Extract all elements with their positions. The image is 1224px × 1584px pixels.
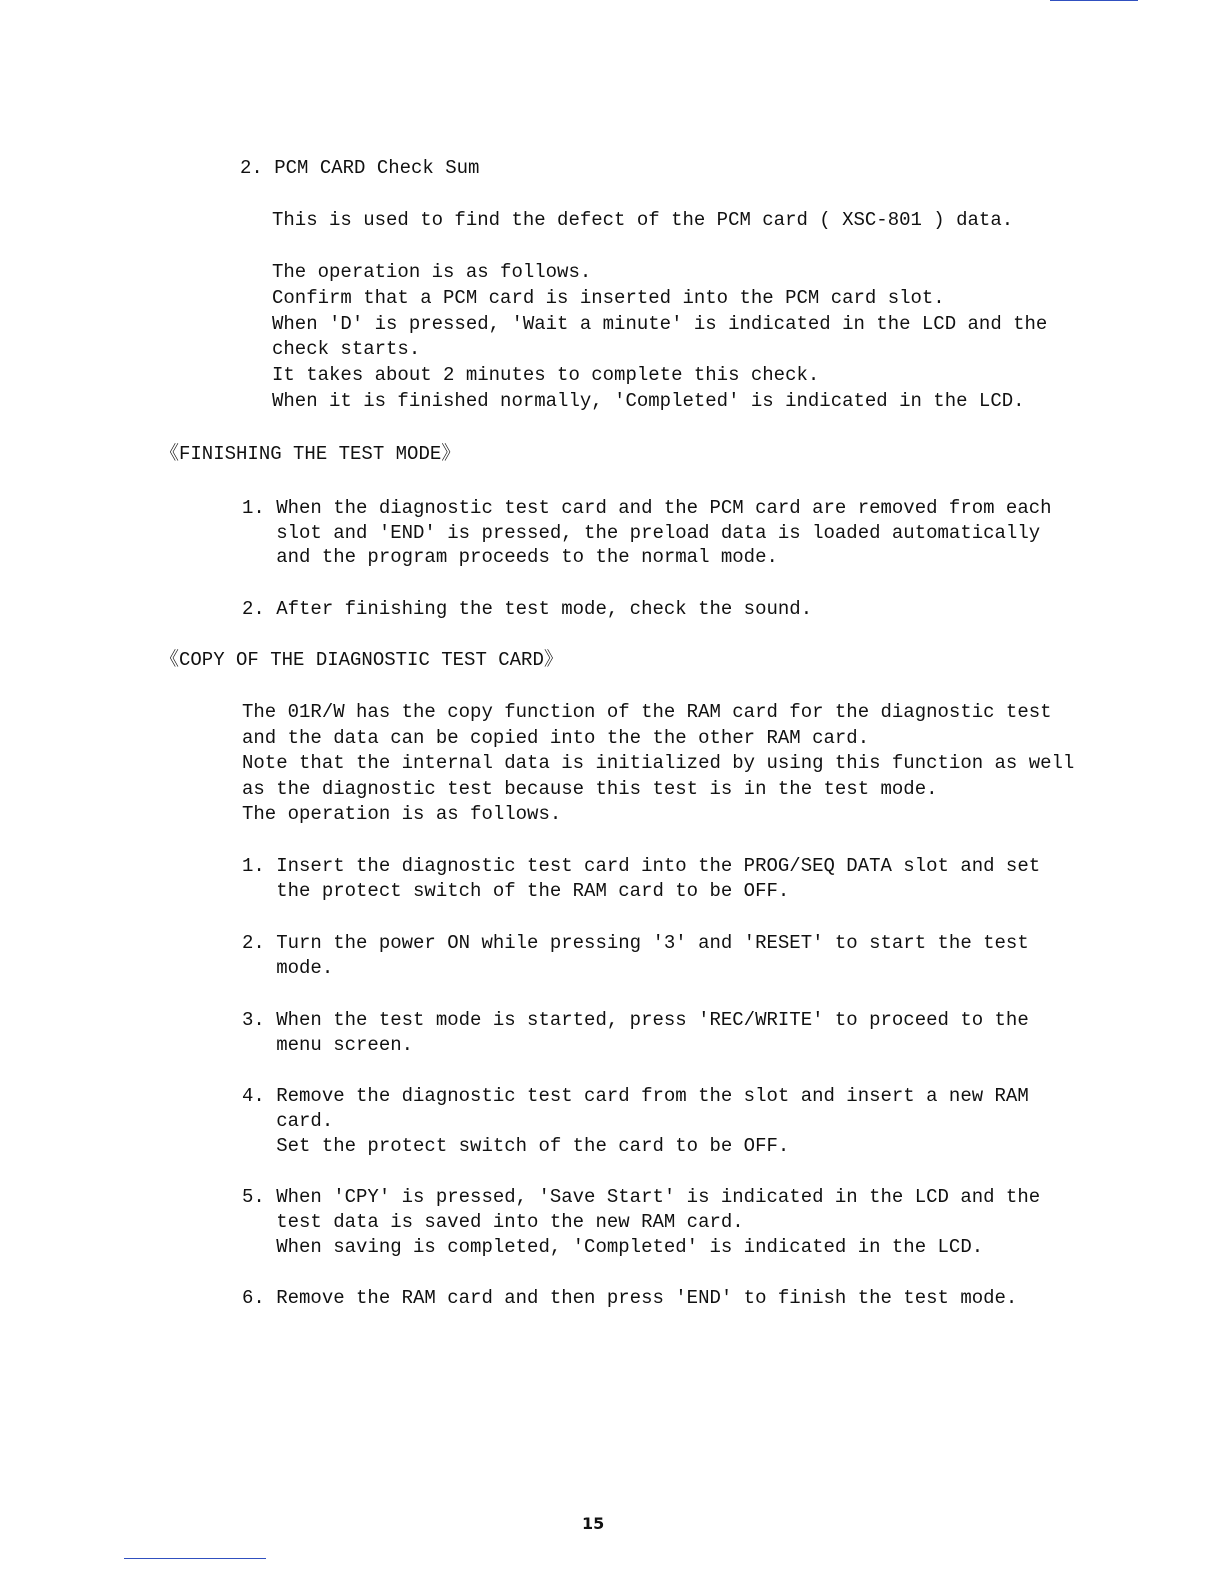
copy-intro-line: as the diagnostic test because this test is in the test mode. [242, 778, 938, 800]
pcm-heading: 2. PCM CARD Check Sum [240, 157, 480, 179]
pcm-op-line: check starts. [272, 338, 421, 360]
copy-step-line: 3. When the test mode is started, press 'REC/WRITE' to proceed to the [242, 1009, 1029, 1031]
copy-step-line: menu screen. [242, 1034, 414, 1056]
copy-step-line: 1. Insert the diagnostic test card into the PROG/SEQ DATA slot and set [242, 855, 1041, 877]
pcm-op-line: The operation is as follows. [272, 261, 592, 283]
finish-heading: 《FINISHING THE TEST MODE》 [160, 443, 461, 465]
copy-step-line: test data is saved into the new RAM card. [242, 1211, 744, 1233]
copy-step-line: 4. Remove the diagnostic test card from the slot and insert a new RAM [242, 1085, 1029, 1107]
finish-item-line: slot and 'END' is pressed, the preload data is loaded automatically [242, 522, 1041, 544]
pcm-intro: This is used to find the defect of the PCM card ( XSC-801 ) data. [272, 209, 1014, 231]
copy-intro-line: The 01R/W has the copy function of the RAM card for the diagnostic test [242, 701, 1052, 723]
bottom-rule [124, 1558, 266, 1559]
copy-step-line: card. [242, 1110, 334, 1132]
copy-heading: 《COPY OF THE DIAGNOSTIC TEST CARD》 [160, 649, 563, 671]
page-number: 15 [582, 1514, 605, 1533]
pcm-op-line: When 'D' is pressed, 'Wait a minute' is indicated in the LCD and the [272, 313, 1048, 335]
copy-intro-line: and the data can be copied into the the other RAM card. [242, 727, 870, 749]
copy-step-line: 5. When 'CPY' is pressed, 'Save Start' is indicated in the LCD and the [242, 1186, 1041, 1208]
copy-step-line: Set the protect switch of the card to be OFF. [242, 1135, 790, 1157]
copy-step-line: When saving is completed, 'Completed' is indicated in the LCD. [242, 1236, 984, 1258]
copy-intro-line: Note that the internal data is initialized by using this function as well [242, 752, 1075, 774]
finish-item-line: 1. When the diagnostic test card and the PCM card are removed from each [242, 497, 1052, 519]
finish-item-line: 2. After finishing the test mode, check the sound. [242, 598, 813, 620]
pcm-op-line: When it is finished normally, 'Completed' is indicated in the LCD. [272, 390, 1025, 412]
copy-step-line: 2. Turn the power ON while pressing '3' and 'RESET' to start the test [242, 932, 1029, 954]
copy-intro-line: The operation is as follows. [242, 803, 562, 825]
copy-step-line: mode. [242, 957, 334, 979]
finish-item-line: and the program proceeds to the normal mode. [242, 546, 778, 568]
top-rule [1050, 0, 1138, 1]
copy-step-line: 6. Remove the RAM card and then press 'END' to finish the test mode. [242, 1287, 1018, 1309]
pcm-op-line: Confirm that a PCM card is inserted into the PCM card slot. [272, 287, 945, 309]
pcm-op-line: It takes about 2 minutes to complete this check. [272, 364, 820, 386]
copy-step-line: the protect switch of the RAM card to be OFF. [242, 880, 790, 902]
